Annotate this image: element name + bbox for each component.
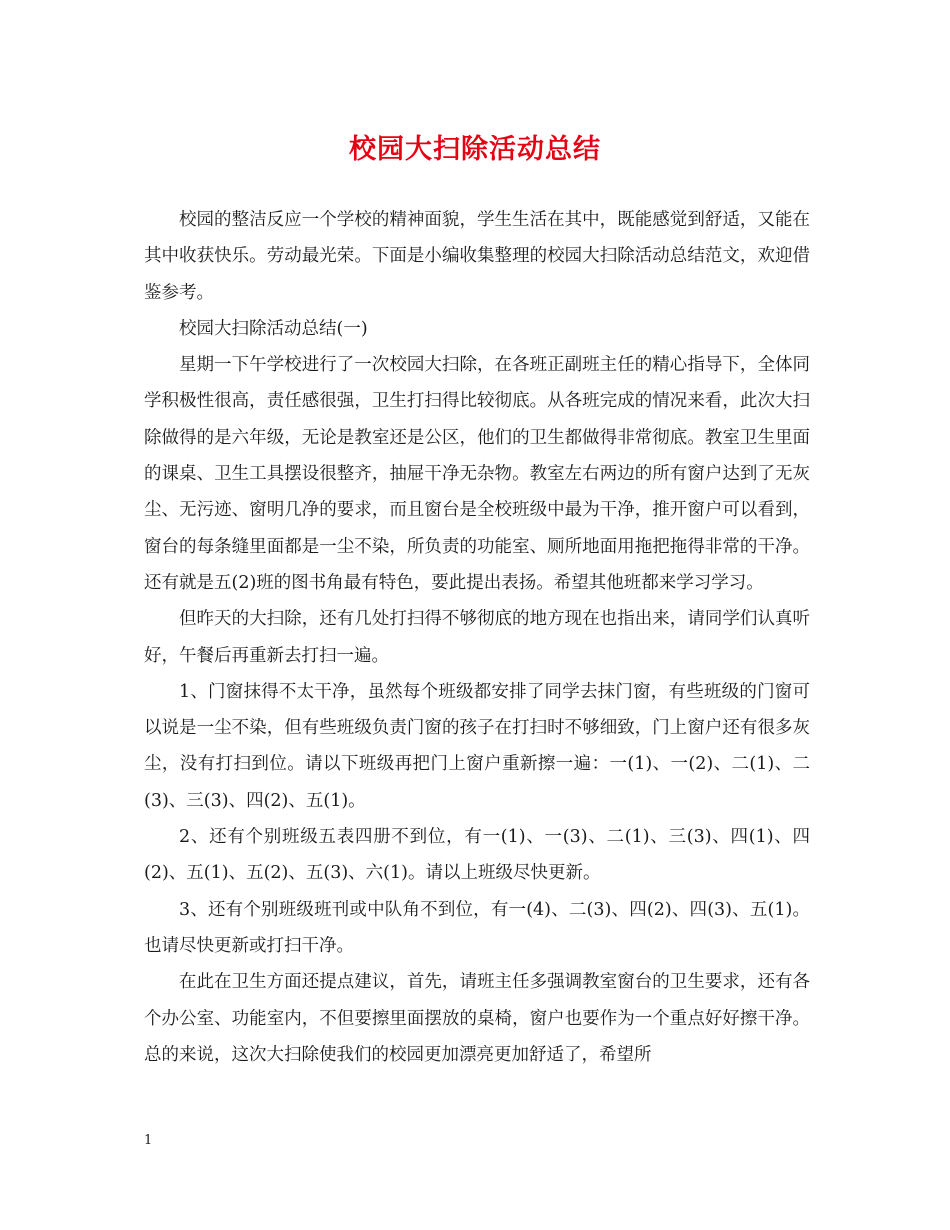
page-number: 1 xyxy=(144,1133,153,1148)
paragraph-summary: 星期一下午学校进行了一次校园大扫除，在各班正副班主任的精心指导下，全体同学积极性很高，责任感很强，卫生打扫得比较彻底。从各班完成的情况来看，此次大扫除做得的是六年级，无论是教室还是公区，他们的卫生都做得非常彻底。教室卫生里面的课桌、卫生工具摆设很整齐，抽屉干净无杂物。教室左右两边的所有窗户达到了无灰尘、无污迹、窗明几净的要求，而且窗台是全校班级中最为干净，推开窗户可以看到，窗台的每条缝里面都是一尘不染，所负责的功能室、厕所地面用拖把拖得非常的干净。还有就是五(2)班的图书角最有特色，要此提出表扬。希望其他班都来学习学习。 xyxy=(144,355,810,593)
paragraph-issues-intro: 但昨天的大扫除，还有几处打扫得不够彻底的地方现在也指出来，请同学们认真听好，午餐后再重新去打扫一遍。 xyxy=(144,609,810,666)
paragraph-issue-1: 1、门窗抹得不太干净，虽然每个班级都安排了同学去抹门窗，有些班级的门窗可以说是一尘不染，但有些班级负责门窗的孩子在打扫时不够细致，门上窗户还有很多灰尘，没有打扫到位。请以下班级再把门上窗户重新擦一遍：一(1)、一(2)、二(1)、二(3)、三(3)、四(2)、五(1)。 xyxy=(144,681,810,811)
section-heading: 校园大扫除活动总结(一) xyxy=(179,318,368,339)
paragraph-intro: 校园的整洁反应一个学校的精神面貌，学生生活在其中，既能感觉到舒适，又能在其中收获快乐。劳动最光荣。下面是小编收集整理的校园大扫除活动总结范文，欢迎借鉴参考。 xyxy=(144,210,810,303)
paragraph-suggestions: 在此在卫生方面还提点建议，首先，请班主任多强调教室窗台的卫生要求，还有各个办公室、功能室内，不但要擦里面摆放的桌椅，窗户也要作为一个重点好好擦干净。总的来说，这次大扫除使我们的校园更加漂亮更加舒适了，希望所 xyxy=(144,972,810,1065)
paragraph-issue-2: 2、还有个别班级五表四册不到位，有一(1)、一(3)、二(1)、三(3)、四(1)、四(2)、五(1)、五(2)、五(3)、六(1)。请以上班级尽快更新。 xyxy=(144,827,810,884)
document-body xyxy=(144,202,810,1073)
paragraph-issue-3: 3、还有个别班级班刊或中队角不到位，有一(4)、二(3)、四(2)、四(3)、五(1)。也请尽快更新或打扫干净。 xyxy=(144,899,810,956)
document-title: 校园大扫除活动总结 xyxy=(349,134,601,165)
